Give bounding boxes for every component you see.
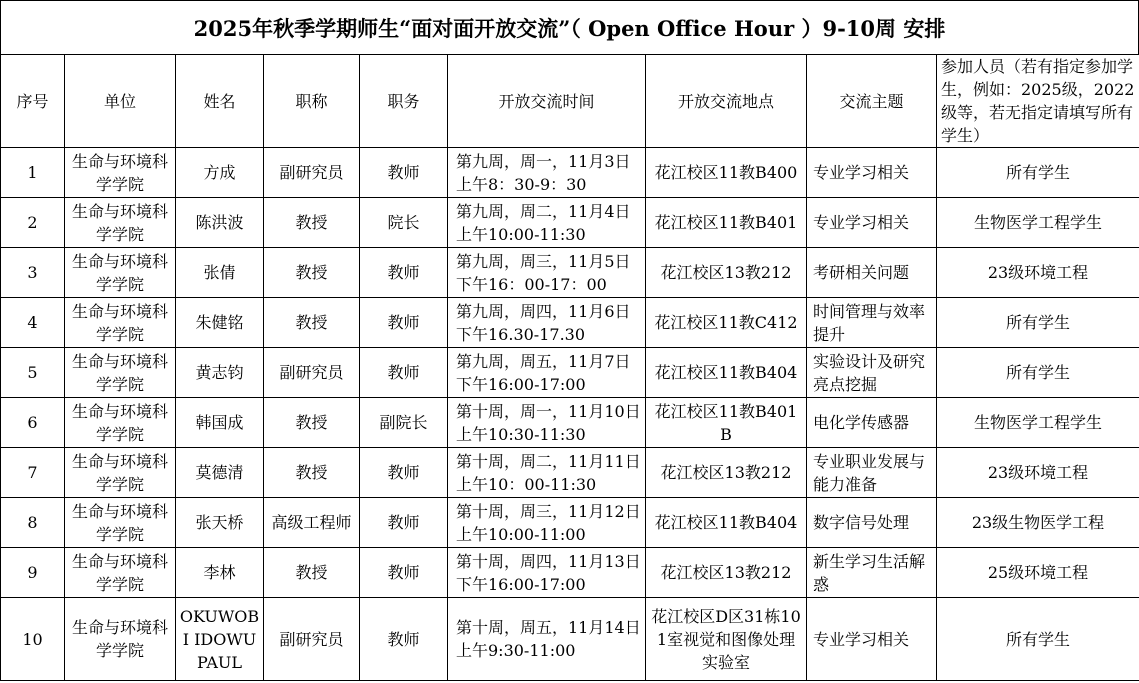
cell-unit: 生命与环境科学学院 bbox=[65, 548, 176, 598]
cell-rank: 教授 bbox=[264, 298, 360, 348]
cell-position: 教师 bbox=[360, 598, 448, 681]
cell-time: 第九周，周四，11月6日下午16.30-17.30 bbox=[448, 298, 646, 348]
cell-position: 教师 bbox=[360, 448, 448, 498]
cell-time: 第十周，周四，11月13日下午16:00-17:00 bbox=[448, 548, 646, 598]
cell-name: 陈洪波 bbox=[176, 198, 264, 248]
cell-index: 8 bbox=[1, 498, 65, 548]
cell-index: 5 bbox=[1, 348, 65, 398]
cell-topic: 时间管理与效率提升 bbox=[807, 298, 937, 348]
cell-unit: 生命与环境科学学院 bbox=[65, 598, 176, 681]
header-name: 姓名 bbox=[176, 55, 264, 148]
cell-rank: 副研究员 bbox=[264, 598, 360, 681]
header-unit: 单位 bbox=[65, 55, 176, 148]
cell-topic: 实验设计及研究亮点挖掘 bbox=[807, 348, 937, 398]
cell-position: 教师 bbox=[360, 348, 448, 398]
cell-index: 2 bbox=[1, 198, 65, 248]
header-participants: 参加人员（若有指定参加学生，例如：2025级，2022级等，若无指定请填写所有学生） bbox=[937, 55, 1139, 148]
cell-position: 教师 bbox=[360, 548, 448, 598]
cell-time: 第九周，周二，11月4日上午10:00-11:30 bbox=[448, 198, 646, 248]
cell-position: 教师 bbox=[360, 148, 448, 198]
cell-participants: 所有学生 bbox=[937, 148, 1139, 198]
cell-unit: 生命与环境科学学院 bbox=[65, 248, 176, 298]
cell-position: 教师 bbox=[360, 248, 448, 298]
cell-rank: 教授 bbox=[264, 398, 360, 448]
cell-index: 10 bbox=[1, 598, 65, 681]
cell-time: 第十周，周三，11月12日上午10:00-11:00 bbox=[448, 498, 646, 548]
table-row bbox=[1, 198, 1139, 248]
cell-place: 花江校区11教B404 bbox=[646, 498, 807, 548]
cell-rank: 教授 bbox=[264, 548, 360, 598]
cell-index: 6 bbox=[1, 398, 65, 448]
cell-topic: 专业职业发展与能力准备 bbox=[807, 448, 937, 498]
cell-unit: 生命与环境科学学院 bbox=[65, 498, 176, 548]
cell-unit: 生命与环境科学学院 bbox=[65, 348, 176, 398]
cell-place: 花江校区11教B400 bbox=[646, 148, 807, 198]
cell-name: 张倩 bbox=[176, 248, 264, 298]
cell-participants: 23级生物医学工程 bbox=[937, 498, 1139, 548]
cell-rank: 副研究员 bbox=[264, 348, 360, 398]
cell-topic: 专业学习相关 bbox=[807, 198, 937, 248]
table-row bbox=[1, 248, 1139, 298]
cell-name: 李林 bbox=[176, 548, 264, 598]
schedule-table bbox=[0, 54, 1139, 681]
cell-topic: 新生学习生活解惑 bbox=[807, 548, 937, 598]
cell-participants: 所有学生 bbox=[937, 298, 1139, 348]
cell-time: 第十周，周五，11月14日上午9:30-11:00 bbox=[448, 598, 646, 681]
cell-name: 韩国成 bbox=[176, 398, 264, 448]
cell-index: 1 bbox=[1, 148, 65, 198]
cell-name: 张天桥 bbox=[176, 498, 264, 548]
cell-topic: 专业学习相关 bbox=[807, 148, 937, 198]
table-row bbox=[1, 148, 1139, 198]
cell-position: 院长 bbox=[360, 198, 448, 248]
header-topic: 交流主题 bbox=[807, 55, 937, 148]
cell-unit: 生命与环境科学学院 bbox=[65, 448, 176, 498]
cell-name: 朱健铭 bbox=[176, 298, 264, 348]
table-row bbox=[1, 448, 1139, 498]
cell-rank: 副研究员 bbox=[264, 148, 360, 198]
cell-place: 花江校区D区31栋101室视觉和图像处理实验室 bbox=[646, 598, 807, 681]
cell-position: 教师 bbox=[360, 298, 448, 348]
cell-participants: 生物医学工程学生 bbox=[937, 198, 1139, 248]
cell-place: 花江校区11教B401B bbox=[646, 398, 807, 448]
cell-index: 4 bbox=[1, 298, 65, 348]
cell-unit: 生命与环境科学学院 bbox=[65, 298, 176, 348]
cell-index: 9 bbox=[1, 548, 65, 598]
cell-place: 花江校区13教212 bbox=[646, 448, 807, 498]
table-row bbox=[1, 598, 1139, 681]
cell-rank: 教授 bbox=[264, 448, 360, 498]
cell-participants: 25级环境工程 bbox=[937, 548, 1139, 598]
cell-rank: 教授 bbox=[264, 248, 360, 298]
cell-topic: 数字信号处理 bbox=[807, 498, 937, 548]
header-position: 职务 bbox=[360, 55, 448, 148]
cell-unit: 生命与环境科学学院 bbox=[65, 148, 176, 198]
cell-position: 副院长 bbox=[360, 398, 448, 448]
cell-rank: 教授 bbox=[264, 198, 360, 248]
cell-topic: 电化学传感器 bbox=[807, 398, 937, 448]
table-row bbox=[1, 348, 1139, 398]
cell-time: 第九周，周三，11月5日下午16：00-17：00 bbox=[448, 248, 646, 298]
cell-participants: 生物医学工程学生 bbox=[937, 398, 1139, 448]
header-index: 序号 bbox=[1, 55, 65, 148]
table-row bbox=[1, 498, 1139, 548]
cell-time: 第九周，周五，11月7日下午16:00-17:00 bbox=[448, 348, 646, 398]
table-row bbox=[1, 398, 1139, 448]
cell-name: OKUWOBI IDOWU PAUL bbox=[176, 598, 264, 681]
cell-place: 花江校区11教C412 bbox=[646, 298, 807, 348]
cell-topic: 考研相关问题 bbox=[807, 248, 937, 298]
cell-participants: 所有学生 bbox=[937, 348, 1139, 398]
cell-time: 第九周，周一，11月3日上午8：30-9：30 bbox=[448, 148, 646, 198]
cell-participants: 23级环境工程 bbox=[937, 248, 1139, 298]
cell-index: 3 bbox=[1, 248, 65, 298]
cell-rank: 高级工程师 bbox=[264, 498, 360, 548]
cell-unit: 生命与环境科学学院 bbox=[65, 198, 176, 248]
cell-place: 花江校区11教B401 bbox=[646, 198, 807, 248]
cell-place: 花江校区11教B404 bbox=[646, 348, 807, 398]
cell-name: 莫德清 bbox=[176, 448, 264, 498]
header-row bbox=[1, 55, 1139, 148]
cell-topic: 专业学习相关 bbox=[807, 598, 937, 681]
cell-participants: 23级环境工程 bbox=[937, 448, 1139, 498]
cell-time: 第十周，周一，11月10日上午10:30-11:30 bbox=[448, 398, 646, 448]
document-title: 2025年秋季学期师生“面对面开放交流”（ Open Office Hour ）9-10周 安排 bbox=[0, 0, 1139, 54]
cell-place: 花江校区13教212 bbox=[646, 548, 807, 598]
header-rank: 职称 bbox=[264, 55, 360, 148]
cell-participants: 所有学生 bbox=[937, 598, 1139, 681]
cell-unit: 生命与环境科学学院 bbox=[65, 398, 176, 448]
header-place: 开放交流地点 bbox=[646, 55, 807, 148]
cell-place: 花江校区13教212 bbox=[646, 248, 807, 298]
header-time: 开放交流时间 bbox=[448, 55, 646, 148]
cell-position: 教师 bbox=[360, 498, 448, 548]
table-row bbox=[1, 548, 1139, 598]
cell-time: 第十周，周二，11月11日上午10：00-11:30 bbox=[448, 448, 646, 498]
cell-name: 黄志钧 bbox=[176, 348, 264, 398]
table-row bbox=[1, 298, 1139, 348]
cell-name: 方成 bbox=[176, 148, 264, 198]
cell-index: 7 bbox=[1, 448, 65, 498]
